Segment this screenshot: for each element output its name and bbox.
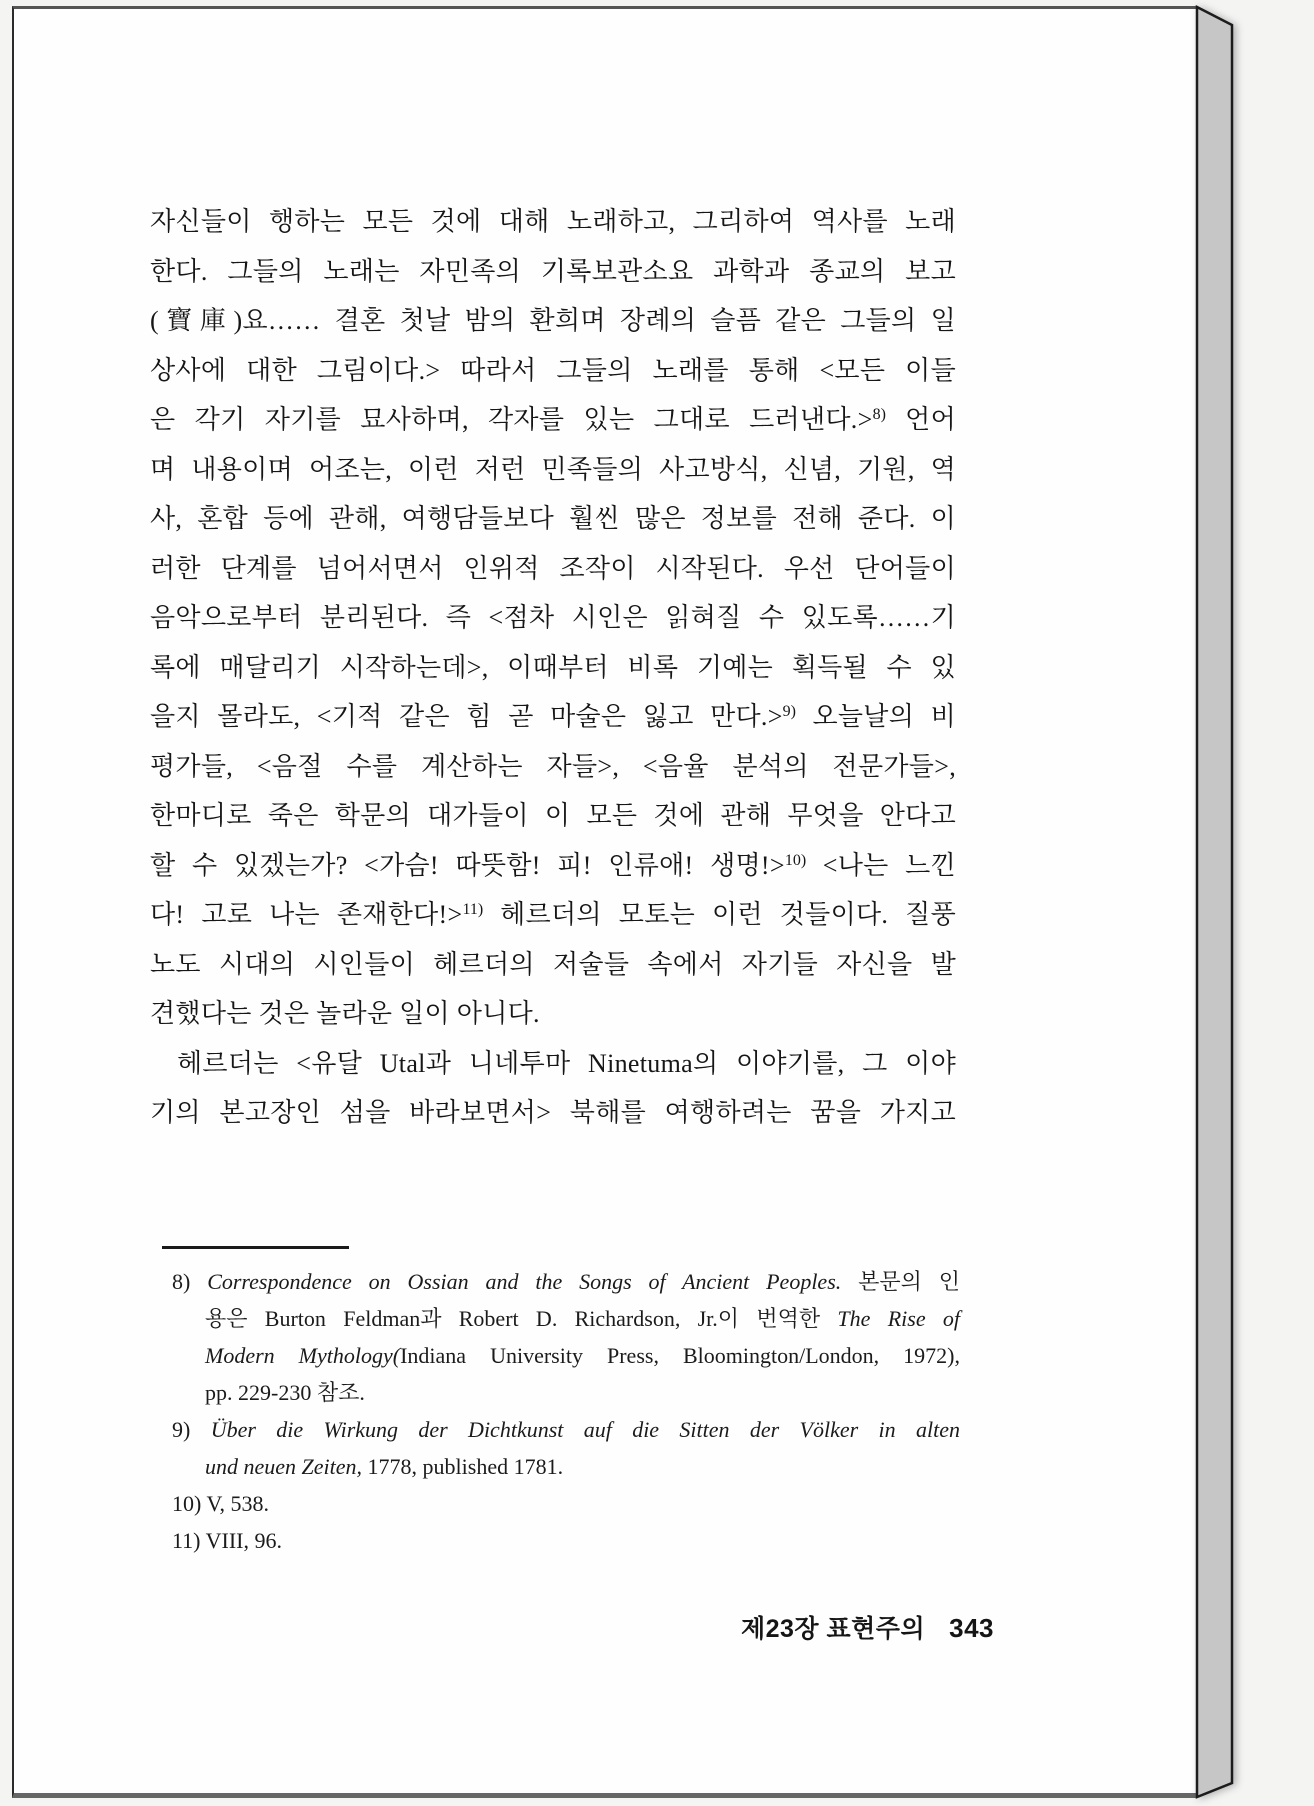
footnote-number: 8) (172, 1269, 208, 1294)
footnote-number: 11) (172, 1528, 206, 1553)
footnote-line (172, 1522, 960, 1559)
chapter-title: 제23장 표현주의 (740, 1615, 926, 1643)
body-text-segment: 상사에 대한 그림이다.> 따라서 그들의 노래를 통해 <모든 이들 (150, 355, 956, 385)
body-text-segment: 음악으로부터 분리된다. 즉 <점차 시인은 읽혀질 수 있도록……기 (150, 603, 956, 632)
body-text (150, 197, 956, 1138)
body-text-segment: 한다. 그들의 노래는 자민족의 기록보관소요 과학과 종교의 보고 (150, 256, 956, 286)
body-text-segment: 언어 (885, 405, 956, 434)
body-line (150, 643, 956, 693)
footnote-ref: 9) (782, 703, 796, 720)
page-edge-shape (1197, 7, 1232, 1797)
footnote-line (172, 1374, 960, 1411)
footnote-number: 9) (172, 1417, 211, 1442)
body-line (150, 395, 956, 445)
footnote-text-segment: Über die Wirkung der Dichtkunst auf die Sitten der Völker in alten (210, 1417, 960, 1442)
footnote-text-segment: Indiana University Press, Bloomington/London, 1972), (400, 1343, 961, 1368)
body-text-segment: 며 내용이며 어조는, 이런 저런 민족들의 사고방식, 신념, 기원, 역 (150, 454, 956, 484)
footnote-text-segment: 1778, published 1781. (362, 1454, 564, 1479)
body-text-segment: 자신들이 행하는 모든 것에 대해 노래하고, 그리하여 역사를 노래 (150, 207, 956, 236)
body-line (150, 544, 956, 594)
footnotes (172, 1263, 960, 1559)
body-line (150, 989, 956, 1039)
body-text-segment: (寶庫)요…… 결혼 첫날 밤의 환희며 장례의 슬픔 같은 그들의 일 (150, 306, 956, 335)
footnote-ref: 10) (784, 851, 807, 869)
footnote-line (172, 1300, 960, 1337)
footnote-text-segment: The Rise of (837, 1306, 960, 1331)
body-text-segment: 할 수 있겠는가? <가슴! 따뜻함! 피! 인류애! 생명!> (150, 850, 785, 880)
body-text-segment: 을지 몰라도, <기적 같은 힘 곧 마술은 잃고 만다.> (150, 702, 783, 731)
footnote-text-segment: V, 538. (206, 1491, 269, 1516)
footnote-separator (162, 1246, 349, 1249)
body-line (150, 1088, 956, 1138)
footnote-text-segment: 용은 Burton Feldman과 Robert D. Richardson, Jr.이 번역한 (205, 1306, 838, 1331)
body-text-segment: 사, 혼합 등에 관해, 여행담들보다 훨씬 많은 정보를 전해 준다. 이 (150, 504, 956, 533)
footnote-line (172, 1337, 960, 1374)
footnote-line (172, 1263, 960, 1300)
body-text-segment: 오늘날의 비 (796, 702, 956, 731)
body-line (150, 296, 956, 346)
footnote-text-segment: Modern Mythology( (205, 1343, 401, 1368)
body-text-segment: 러한 단계를 넘어서면서 인위적 조작이 시작된다. 우선 단어들이 (150, 553, 956, 583)
body-text-segment: 한마디로 죽은 학문의 대가들이 이 모든 것에 관해 무엇을 안다고 (150, 801, 956, 830)
body-line (150, 346, 956, 396)
footnote-text-segment: pp. 229-230 참조. (205, 1380, 365, 1405)
page-number: 343 (949, 1613, 994, 1643)
body-line (150, 940, 956, 990)
body-text-segment: 견했다는 것은 놀라운 일이 아니다. (150, 999, 540, 1028)
body-text-segment: <나는 느낀 (806, 850, 956, 880)
footnote-text-segment: Correspondence on Ossian and the Songs of Ancient Peoples. (207, 1269, 842, 1294)
footnote-text-segment: und neuen Zeiten, (205, 1454, 363, 1479)
footnote-text-segment: 본문의 인 (841, 1269, 960, 1294)
footnote-text-segment: VIII, 96. (205, 1528, 282, 1553)
book-page (12, 6, 1198, 1798)
body-text-segment: 노도 시대의 시인들이 헤르더의 저술들 속에서 자기들 자신을 발 (150, 949, 956, 979)
body-text-segment: 헤르더의 모토는 이런 것들이다. 질풍 (483, 900, 957, 929)
body-text-segment: 다! 고로 나는 존재한다!> (150, 900, 463, 929)
body-line (150, 494, 956, 544)
body-line (150, 841, 956, 891)
body-text-segment: 은 각기 자기를 묘사하며, 각자를 있는 그대로 드러낸다.> (150, 405, 873, 434)
footnote-ref: 11) (462, 901, 484, 918)
body-line (150, 593, 956, 643)
body-text-segment: 록에 매달리기 시작하는데>, 이때부터 비록 기예는 획득될 수 있 (150, 652, 956, 682)
body-text-segment: 평가들, <음절 수를 계산하는 자들>, <음율 분석의 전문가들>, (150, 751, 956, 781)
page-footer (14, 1609, 994, 1645)
body-line (150, 197, 956, 247)
footnote-ref: 8) (872, 406, 886, 423)
footnote-line (172, 1448, 960, 1485)
footnote-line (172, 1411, 960, 1448)
body-line (150, 445, 956, 495)
body-line (150, 692, 956, 742)
body-line (150, 742, 956, 792)
footnote-number: 10) (172, 1491, 207, 1516)
footnote-line (172, 1485, 960, 1522)
body-text-segment: 기의 본고장인 섬을 바라보면서> 북해를 여행하려는 꿈을 가지고 (150, 1098, 956, 1127)
body-line (150, 1039, 956, 1089)
body-text-segment: 헤르더는 <유달 Utal과 니네투마 Ninetuma의 이야기를, 그 이야 (177, 1048, 956, 1078)
body-line (150, 247, 956, 297)
body-line (150, 791, 956, 841)
body-line (150, 890, 956, 940)
